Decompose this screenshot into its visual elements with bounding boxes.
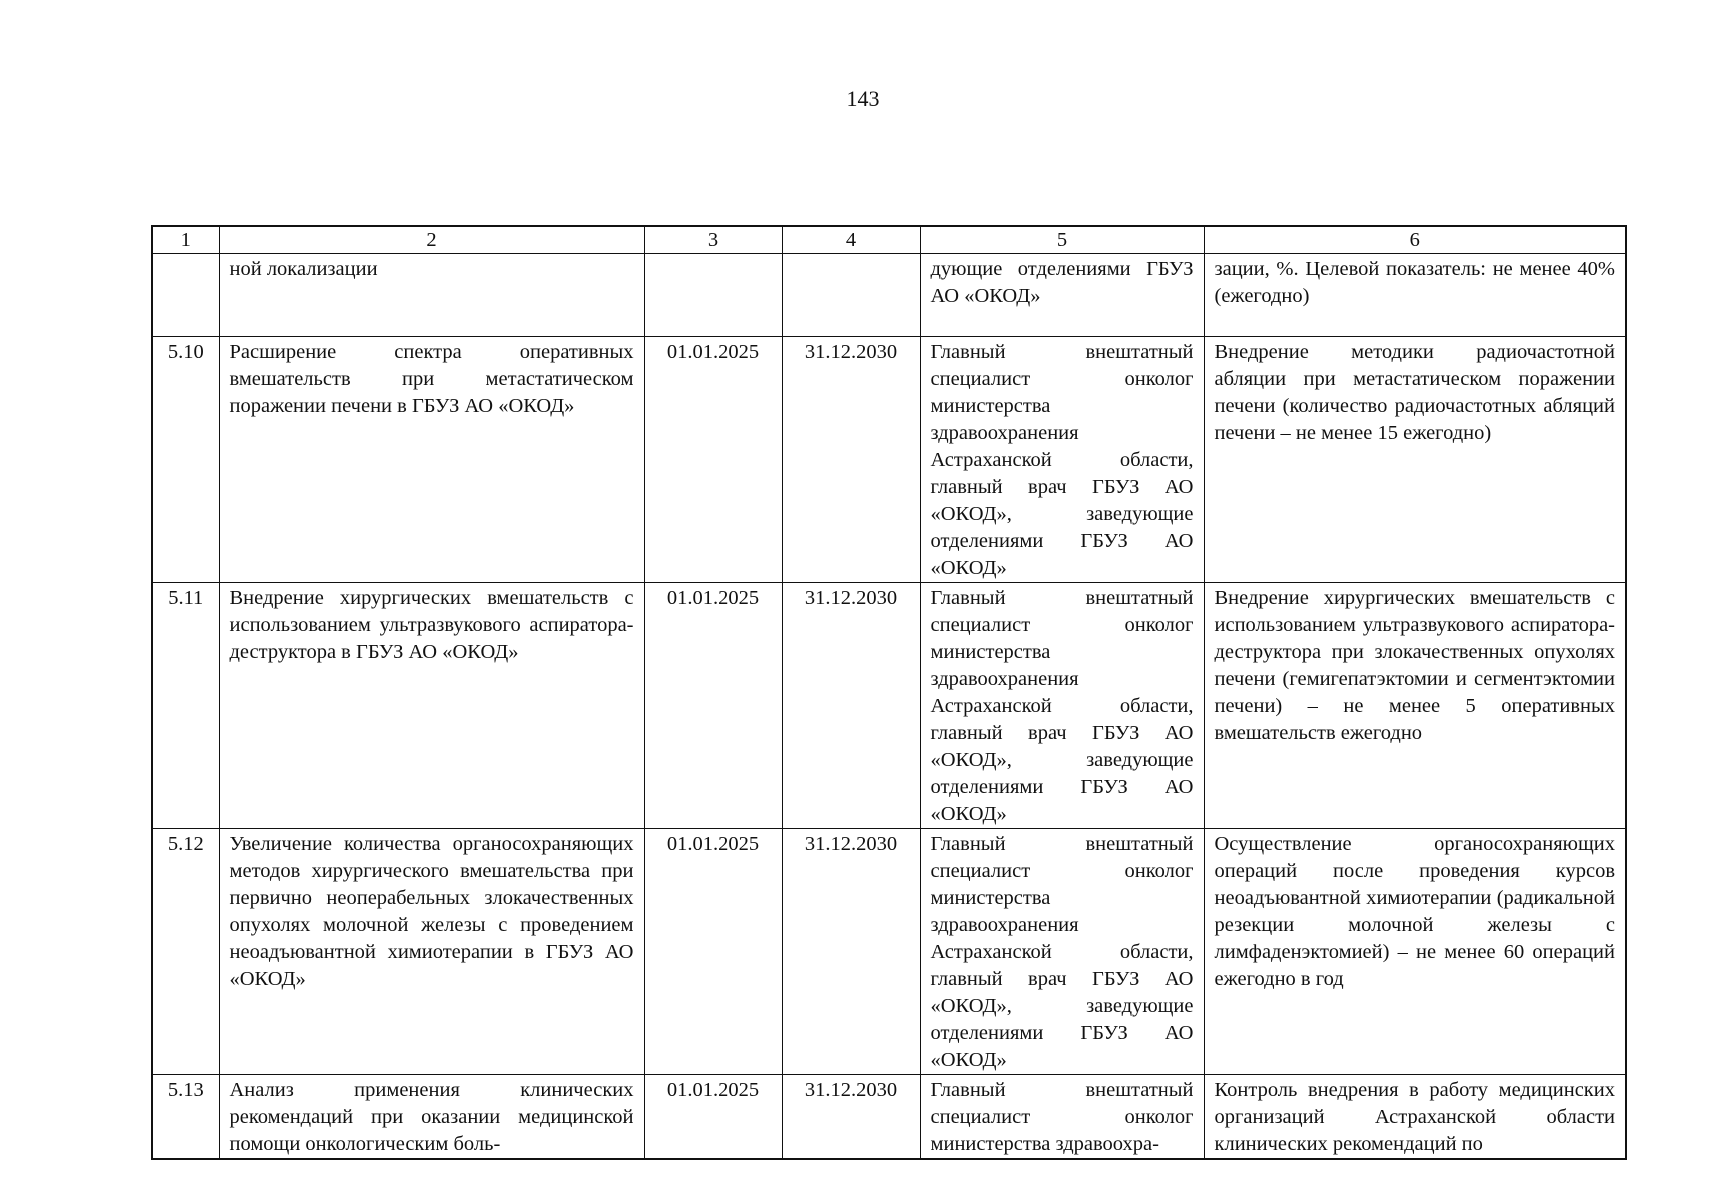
table-row	[152, 829, 1626, 1075]
column-header-5: 5	[920, 226, 1204, 254]
activity-cell: ной локализации	[219, 254, 644, 337]
table-row	[152, 337, 1626, 583]
result-cell: Осуществление органосохраняющих операций после проведения курсов неоадъювантной химиотерапии (радикальной резекции молочной железы с лимфаденэктомией) – не менее 60 операций ежегодно в год	[1204, 829, 1626, 1075]
end-date-cell: 31.12.2030	[782, 583, 920, 829]
row-number: 5.12	[152, 829, 219, 1075]
table-body	[152, 254, 1626, 1160]
end-date-cell: 31.12.2030	[782, 829, 920, 1075]
table-row	[152, 254, 1626, 337]
start-date-cell: 01.01.2025	[644, 829, 782, 1075]
plan-table	[151, 225, 1627, 1160]
row-number	[152, 254, 219, 337]
responsible-cell: дующие отделениями ГБУЗ АО «ОКОД»	[920, 254, 1204, 337]
activity-cell: Анализ применения клинических рекомендаций при оказании медицинской помощи онкологическим боль-	[219, 1075, 644, 1160]
activity-cell: Внедрение хирургических вмешательств с использованием ультразвукового аспиратора-деструктора в ГБУЗ АО «ОКОД»	[219, 583, 644, 829]
start-date-cell: 01.01.2025	[644, 583, 782, 829]
table-row	[152, 583, 1626, 829]
column-number-row	[152, 226, 1626, 254]
column-header-2: 2	[219, 226, 644, 254]
activity-cell: Расширение спектра оперативных вмешательств при метастатическом поражении печени в ГБУЗ АО «ОКОД»	[219, 337, 644, 583]
result-cell: Внедрение хирургических вмешательств с использованием ультразвукового аспиратора-деструктора при злокачественных опухолях печени (гемигепатэктомии и сегментэктомии печени) – не менее 5 оперативных вмешательств ежегодно	[1204, 583, 1626, 829]
table-header	[152, 226, 1626, 254]
start-date-cell: 01.01.2025	[644, 337, 782, 583]
column-header-6: 6	[1204, 226, 1626, 254]
end-date-cell: 31.12.2030	[782, 337, 920, 583]
column-header-1: 1	[152, 226, 219, 254]
responsible-cell: Главный внештатный специалист онколог министерства здравоохранения Астраханской области, главный врач ГБУЗ АО «ОКОД», заведующие отделениями ГБУЗ АО «ОКОД»	[920, 583, 1204, 829]
table-row	[152, 1075, 1626, 1160]
column-header-3: 3	[644, 226, 782, 254]
start-date-cell	[644, 254, 782, 337]
result-cell: Контроль внедрения в работу медицинских организаций Астраханской области клинических рекомендаций по	[1204, 1075, 1626, 1160]
row-number: 5.13	[152, 1075, 219, 1160]
row-number: 5.10	[152, 337, 219, 583]
responsible-cell: Главный внештатный специалист онколог министерства здравоохранения Астраханской области, главный врач ГБУЗ АО «ОКОД», заведующие отделениями ГБУЗ АО «ОКОД»	[920, 829, 1204, 1075]
page-number: 143	[846, 86, 880, 111]
activity-cell: Увеличение количества органосохраняющих методов хирургического вмешательства при первично неоперабельных злокачественных опухолях молочной железы с проведением неоадъювантной химиотерапии в ГБУЗ АО «ОКОД»	[219, 829, 644, 1075]
responsible-cell: Главный внештатный специалист онколог министерства здравоохранения Астраханской области, главный врач ГБУЗ АО «ОКОД», заведующие отделениями ГБУЗ АО «ОКОД»	[920, 337, 1204, 583]
column-header-4: 4	[782, 226, 920, 254]
responsible-cell: Главный внештатный специалист онколог министерства здравоохра-	[920, 1075, 1204, 1160]
end-date-cell	[782, 254, 920, 337]
result-cell: зации, %. Целевой показатель: не менее 40% (ежегодно)	[1204, 254, 1626, 337]
start-date-cell: 01.01.2025	[644, 1075, 782, 1160]
result-cell: Внедрение методики радиочастотной абляции при метастатическом поражении печени (количество радиочастотных абляций печени – не менее 15 ежегодно)	[1204, 337, 1626, 583]
row-number: 5.11	[152, 583, 219, 829]
end-date-cell: 31.12.2030	[782, 1075, 920, 1160]
